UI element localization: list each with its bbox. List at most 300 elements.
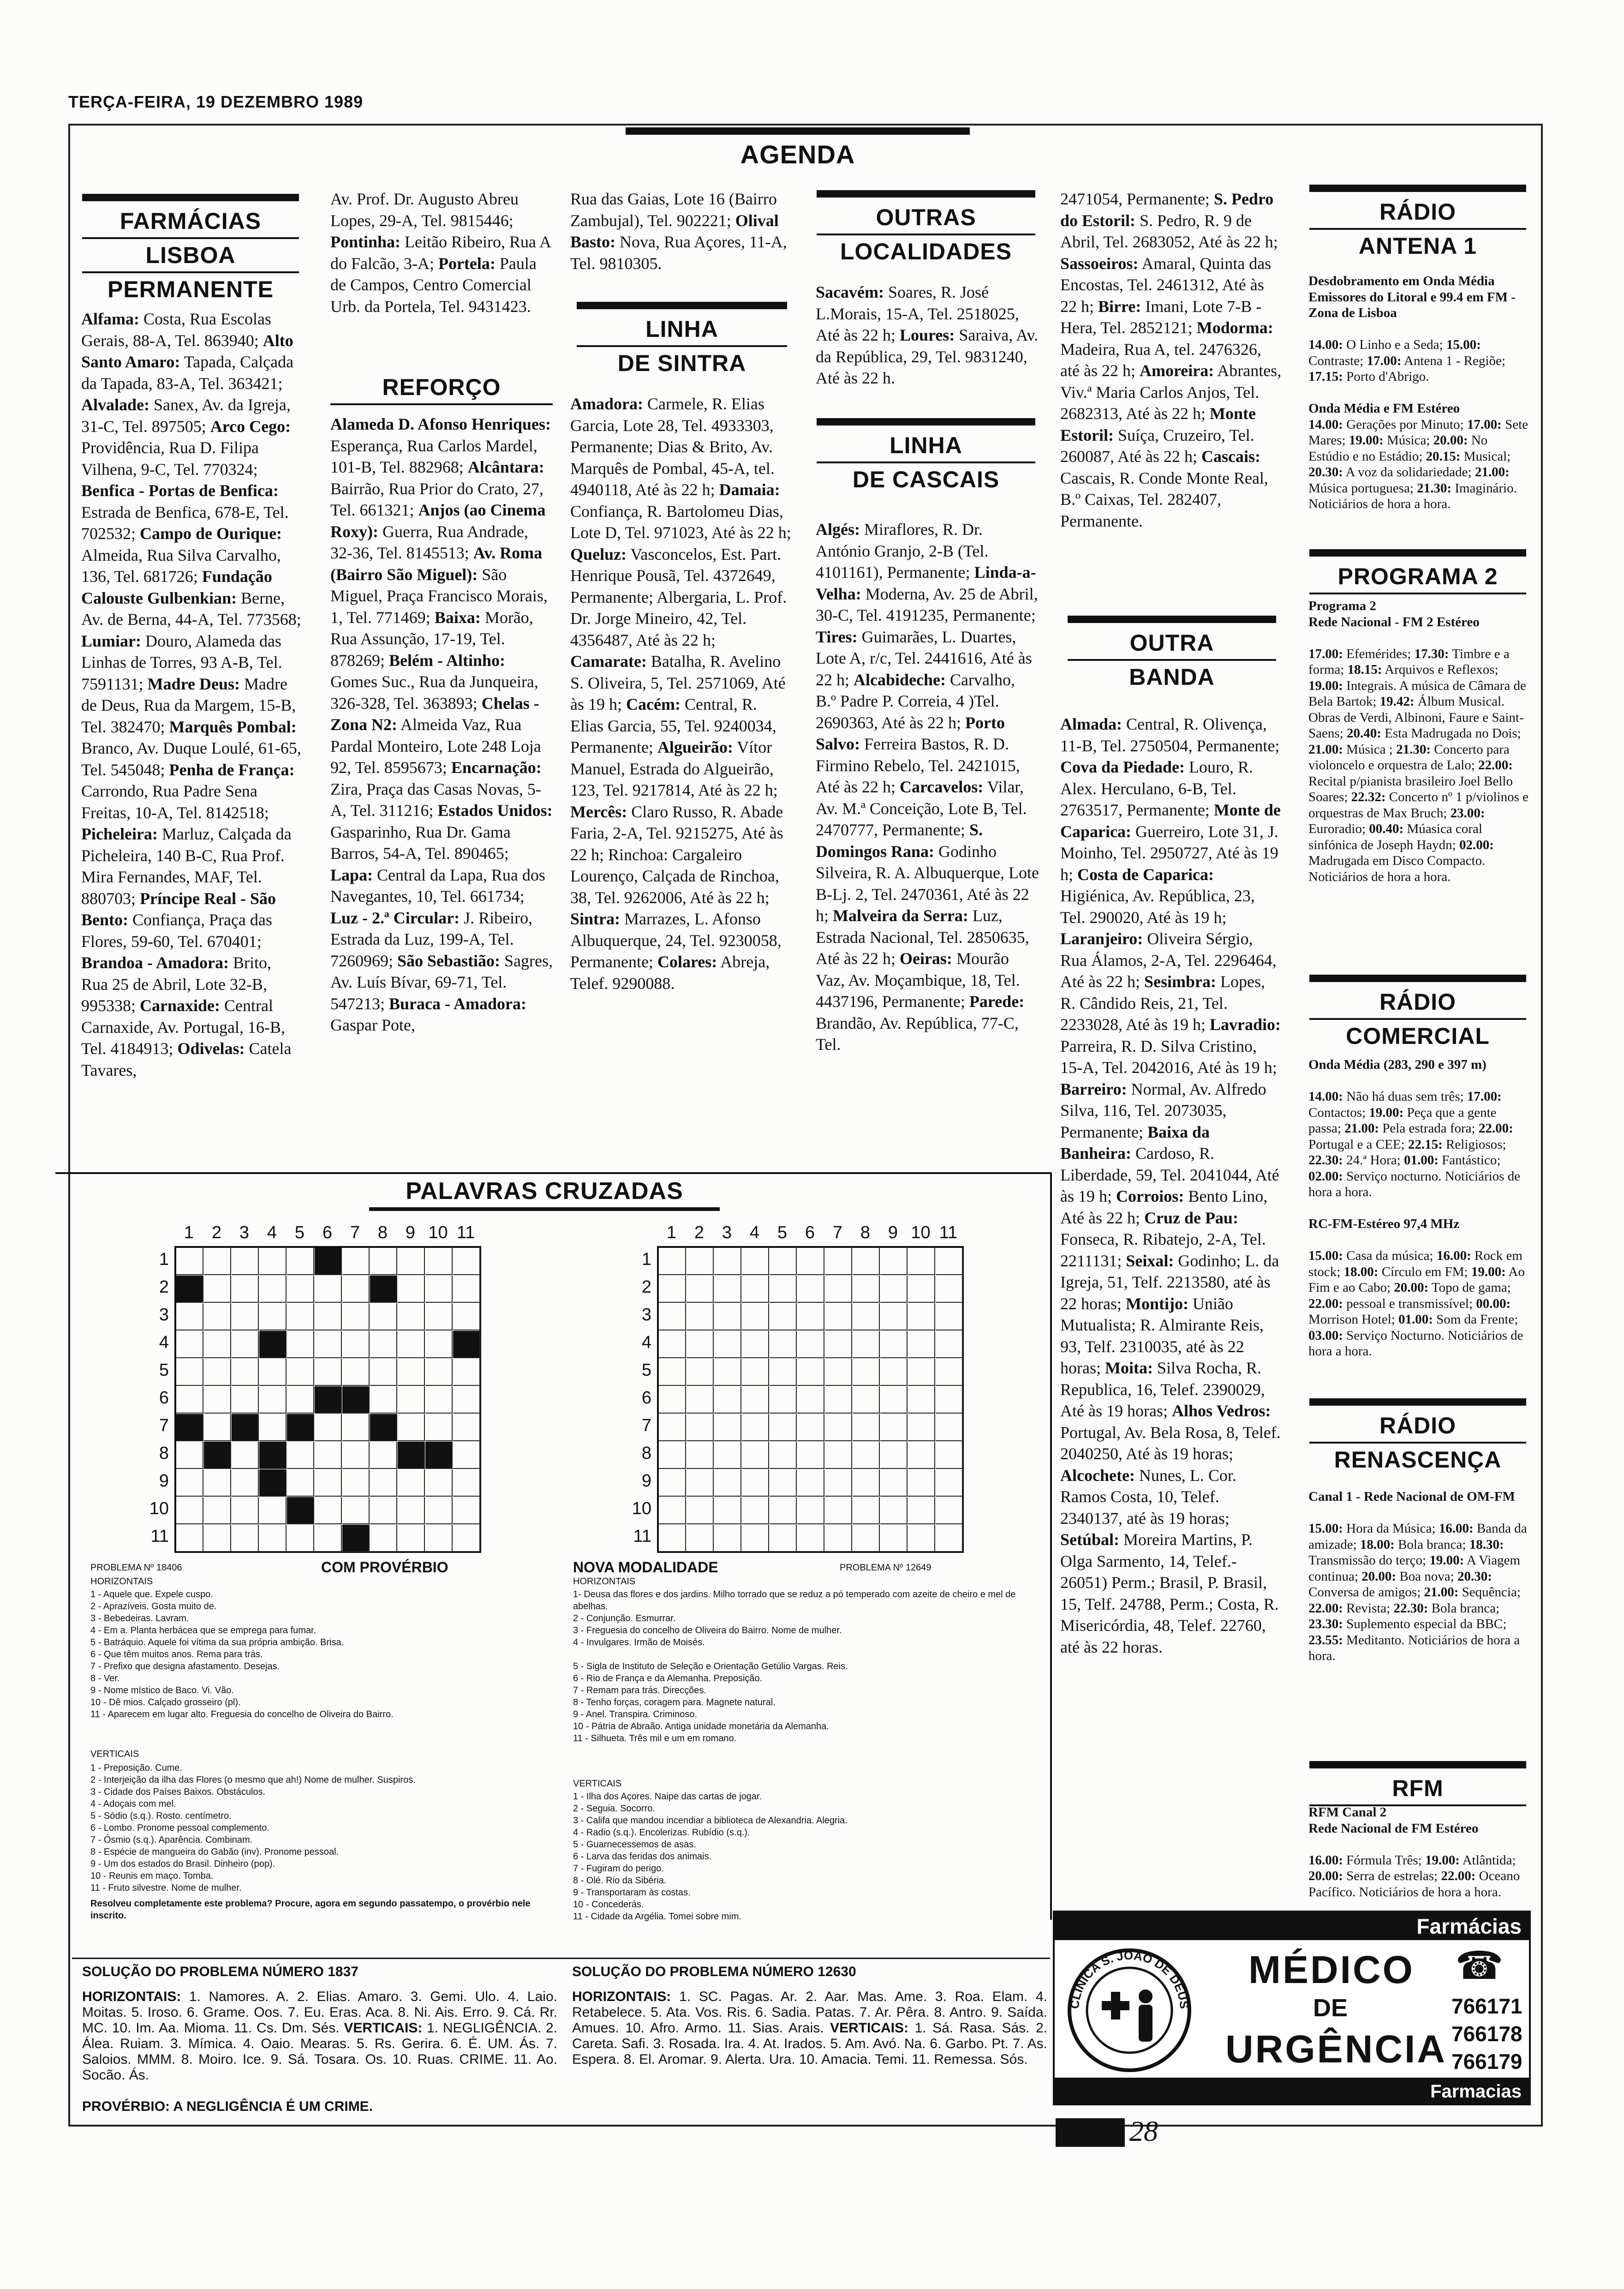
agenda-title: AGENDA xyxy=(740,140,855,169)
proverb-answer: PROVÉRBIO: A NEGLIGÊNCIA É UM CRIME. xyxy=(82,2099,373,2114)
solution1-title: SOLUÇÃO DO PROBLEMA NÚMERO 1837 xyxy=(82,1964,358,1979)
grid-cell[interactable] xyxy=(425,1276,453,1303)
row-number: 7 xyxy=(159,1416,169,1435)
problem1-horizontais-label: HORIZONTAIS xyxy=(90,1576,153,1587)
grid-cell[interactable] xyxy=(370,1525,397,1552)
grid-cell[interactable] xyxy=(659,1359,686,1386)
grid-cell[interactable] xyxy=(259,1497,287,1524)
grid-cell[interactable] xyxy=(398,1303,425,1330)
grid-cell[interactable] xyxy=(770,1276,797,1303)
grid-cell[interactable] xyxy=(742,1331,769,1358)
grid-cell[interactable] xyxy=(687,1414,714,1441)
grid-cell[interactable] xyxy=(687,1442,714,1469)
grid-cell[interactable] xyxy=(176,1525,203,1552)
grid-cell[interactable] xyxy=(398,1359,425,1386)
grid-cell[interactable] xyxy=(853,1525,880,1552)
outras-localidades-text: Sacavém: Soares, R. José L.Morais, 15-A, Tel. 2518025, Até às 22 h; Loures: Saraiva, Av. da República, 29, Tel. 9831240, Até às 22 h. xyxy=(816,283,1039,387)
grid-cell[interactable] xyxy=(204,1248,231,1275)
column-number: 1 xyxy=(666,1223,677,1242)
grid-cell[interactable] xyxy=(936,1331,963,1358)
grid-cell[interactable] xyxy=(342,1386,370,1414)
grid-cell[interactable] xyxy=(825,1469,852,1497)
grid-cell[interactable] xyxy=(232,1469,259,1497)
grid-cell[interactable] xyxy=(825,1525,852,1552)
grid-cell[interactable] xyxy=(398,1248,425,1275)
column-number: 3 xyxy=(239,1223,250,1242)
grid-cell[interactable] xyxy=(687,1331,714,1358)
grid-cell[interactable] xyxy=(342,1497,370,1524)
grid-cell[interactable] xyxy=(936,1276,963,1303)
grid-cell[interactable] xyxy=(287,1303,314,1330)
row-number: 9 xyxy=(641,1471,651,1491)
grid-cell[interactable] xyxy=(742,1248,769,1275)
row-number: 7 xyxy=(641,1416,651,1435)
column-number: 9 xyxy=(888,1223,898,1242)
grid-cell[interactable] xyxy=(770,1525,797,1552)
grid-cell[interactable] xyxy=(770,1497,797,1524)
grid-cell[interactable] xyxy=(259,1442,287,1469)
grid-cell[interactable] xyxy=(936,1303,963,1330)
grid-cell[interactable] xyxy=(880,1331,908,1358)
grid-cell[interactable] xyxy=(853,1414,880,1441)
grid-cell[interactable] xyxy=(287,1331,314,1358)
solution1-text: HORIZONTAIS: 1. Namores. A. 2. Elias. Amaro. 3. Gemi. Ulo. 4. Laio. Moitas. 5. Iroso. 6. Grame. Oos. 7. Eu. Eras. Aca. 8. Ni. Ais. Erro. 9. Cá. Rr. MC. 10. Im. Aa. Mioma. 11. Cs. Dm. Sés. VERTICAIS: 1. NEGLIGÊNCIA. 2. Álea. Ruiam. 3. Mímica. 4. Oaio. Mearas. 5. Rs. Gerira. 6. É. UM. Ás. 7. Saloios. MMM. 8. Moiro. Ice. 9. Sá. Tosara. Os. 10. Ruas. CRIME. 11. Ao. Socão. Ás. xyxy=(82,1989,557,2083)
row-number: 5 xyxy=(641,1360,651,1380)
grid-cell[interactable] xyxy=(425,1497,453,1524)
grid-cell[interactable] xyxy=(880,1248,908,1275)
grid-cell[interactable] xyxy=(853,1248,880,1275)
row-number: 10 xyxy=(632,1499,651,1518)
grid-cell[interactable] xyxy=(342,1469,370,1497)
grid-cell[interactable] xyxy=(370,1331,397,1358)
grid-cell[interactable] xyxy=(714,1414,741,1441)
grid-cell[interactable] xyxy=(880,1442,908,1469)
grid-cell[interactable] xyxy=(287,1276,314,1303)
reforco-text: Alameda D. Afonso Henriques: Esperança, Rua Carlos Mardel, 101-B, Tel. 882968; Alcântara: Bairrão, Rua Prior do Crato, 27, Tel. 661321; Anjos (ao Cinema Roxy): Guerra, Rua Andrade, 32-36, Tel. 8145513; Av. Roma (Bairro São Miguel): São Miguel, Praça Francisco Morais, 1, Tel. 771469; Baixa: Morão, Rua Assunção, 17-19, Tel. 878269; Belém - Altinho: Gomes Suc., Rua da Junqueira, 326-328, Tel. 363893; Chelas - Zona N2: Almeida Vaz, Rua Pardal Monteiro, Lote 248 Loja 92, Tel. 8595673; Encarnação: Zira, Praça das Casas Novas, 5-A, Tel. 311216; Estados Unidos: Gasparinho, Rua Dr. Gama Barros, 54-A, Tel. 890465; Lapa: Central da Lapa, Rua dos Navegantes, 10, Tel. 661734; Luz - 2.ª Circular: J. Ribeiro, Estrada da Luz, 199-A, Tel. 7260969; São Sebastião: Sagres, Av. Luís Bívar, 69-71, Tel. 547213; Buraca - Amadora: Gaspar Pote, xyxy=(330,415,553,1034)
grid-cell[interactable] xyxy=(742,1303,769,1330)
grid-cell[interactable] xyxy=(176,1276,203,1303)
grid-cell[interactable] xyxy=(176,1331,203,1358)
grid-cell[interactable] xyxy=(714,1442,741,1469)
grid-cell[interactable] xyxy=(315,1414,342,1441)
grid-cell[interactable] xyxy=(425,1386,453,1414)
grid-cell[interactable] xyxy=(880,1276,908,1303)
grid-cell[interactable] xyxy=(398,1497,425,1524)
grid-cell[interactable] xyxy=(287,1414,314,1441)
grid-cell[interactable] xyxy=(825,1248,852,1275)
grid-cell[interactable] xyxy=(797,1331,824,1358)
svg-text:CLÍNICA S. JOÃO DE DEUS: CLÍNICA S. JOÃO DE DEUS xyxy=(1067,1948,1192,2010)
clinic-seal-icon xyxy=(1065,1946,1194,2075)
grid-cell[interactable] xyxy=(204,1359,231,1386)
grid-cell[interactable] xyxy=(370,1414,397,1441)
grid-cell[interactable] xyxy=(425,1248,453,1275)
grid-cell[interactable] xyxy=(770,1414,797,1441)
grid-cell[interactable] xyxy=(315,1469,342,1497)
grid-cell[interactable] xyxy=(204,1276,231,1303)
ad-phone-2: 766178 xyxy=(1451,2022,1522,2046)
grid-cell[interactable] xyxy=(287,1469,314,1497)
grid-cell[interactable] xyxy=(825,1359,852,1386)
grid-cell[interactable] xyxy=(908,1469,935,1497)
grid-cell[interactable] xyxy=(797,1497,824,1524)
grid-cell[interactable] xyxy=(232,1248,259,1275)
grid-cell[interactable] xyxy=(797,1248,824,1275)
grid-cell[interactable] xyxy=(825,1386,852,1414)
grid-cell[interactable] xyxy=(659,1331,686,1358)
grid-cell[interactable] xyxy=(659,1276,686,1303)
grid-cell[interactable] xyxy=(453,1303,480,1330)
grid-cell[interactable] xyxy=(908,1386,935,1414)
grid-cell[interactable] xyxy=(315,1497,342,1524)
grid-cell[interactable] xyxy=(176,1359,203,1386)
page-date: TERÇA-FEIRA, 19 DEZEMBRO 1989 xyxy=(68,92,364,111)
grid-cell[interactable] xyxy=(770,1359,797,1386)
grid-cell[interactable] xyxy=(770,1248,797,1275)
grid-cell[interactable] xyxy=(287,1359,314,1386)
grid-cell[interactable] xyxy=(714,1303,741,1330)
outra-banda-text: Almada: Central, R. Olivença, 11-B, Tel. 2750504, Permanente; Cova da Piedade: Louro, R. Alex. Herculano, 6-B, Tel. 2763517, Permanente; Monte de Caparica: Guerreiro, Lote 31, J. Moinho, Tel. 2950727, Até às 19 h; Costa de Caparica: Higiénica, Av. República, 23, Tel. 290020, Até às 19 h; Laranjeiro: Oliveira Sérgio, Rua Álamos, 2-A, Tel. 2296464, Até às 22 h; Sesimbra: Lopes, R. Cândido Reis, 21, Tel. 2233028, Até às 19 h; Lavradio: Parreira, R. D. Silva Cristino, 15-A, Tel. 2042016, Até às 19 h; Barreiro: Normal, Av. Alfredo Silva, 116, Tel. 2073035, Permanente; Baixa da Banheira: Cardoso, R. Liberdade, 59, Tel. 2041044, Até às 19 h; Corroios: Bento Lino, Até às 22 h; Cruz de Pau: Fonseca, R. Ribatejo, 2-A, Tel. 2211131; Seixal: Godinho; L. da Igreja, 51, Telf. 2213580, até às 22 horas; Montijo: União Mutualista; R. Almirante Reis, 93, Telf. 2310035, até às 22 horas; Moita: Silva Rocha, R. Republica, 16, Telef. 2390029, Até às 19 horas; Alhos Vedros: Portugal, Av. Bela Rosa, 8, Telef. 2040250, Até às 19 horas; Alcochete: Nunes, L. Cor. Ramos Costa, 10, Telef. 2340137, até às 19 horas; Setúbal: Moreira Martins, P. Olga Sarmento, 14, Telef.- 26051) Perm.; Brasil, P. Brasil, 15, Telf. 24788, Perm.; Costa, R. Misericórdia, 48, Telef. 22760, até às 22 horas. xyxy=(1060,715,1281,1656)
grid-cell[interactable] xyxy=(453,1525,480,1552)
grid-cell[interactable] xyxy=(204,1303,231,1330)
grid-cell[interactable] xyxy=(398,1442,425,1469)
grid-cell[interactable] xyxy=(398,1469,425,1497)
grid-cell[interactable] xyxy=(315,1525,342,1552)
grid-cell[interactable] xyxy=(287,1525,314,1552)
grid-cell[interactable] xyxy=(908,1331,935,1358)
grid-cell[interactable] xyxy=(908,1276,935,1303)
grid-cell[interactable] xyxy=(742,1525,769,1552)
grid-cell[interactable] xyxy=(770,1303,797,1330)
grid-cell[interactable] xyxy=(908,1414,935,1441)
grid-cell[interactable] xyxy=(259,1359,287,1386)
grid-cell[interactable] xyxy=(176,1303,203,1330)
grid-cell[interactable] xyxy=(659,1525,686,1552)
grid-cell[interactable] xyxy=(453,1442,480,1469)
grid-cell[interactable] xyxy=(315,1386,342,1414)
column-number: 4 xyxy=(267,1223,277,1242)
grid-cell[interactable] xyxy=(204,1497,231,1524)
grid-cell[interactable] xyxy=(908,1497,935,1524)
crossword-right-rule xyxy=(1050,1172,1052,1920)
programa2-header: PROGRAMA 2 xyxy=(1309,549,1526,594)
grid-cell[interactable] xyxy=(742,1442,769,1469)
grid-cell[interactable] xyxy=(453,1414,480,1441)
grid-cell[interactable] xyxy=(714,1386,741,1414)
problem2-verticais-label: VERTICAIS xyxy=(573,1779,622,1789)
grid-cell[interactable] xyxy=(259,1248,287,1275)
grid-cell[interactable] xyxy=(398,1414,425,1441)
grid-cell[interactable] xyxy=(287,1442,314,1469)
grid-cell[interactable] xyxy=(825,1331,852,1358)
grid-cell[interactable] xyxy=(659,1386,686,1414)
grid-cell[interactable] xyxy=(259,1303,287,1330)
ad-bottom-bar: Farmacias xyxy=(1055,2078,1529,2105)
grid-cell[interactable] xyxy=(687,1359,714,1386)
grid-cell[interactable] xyxy=(232,1414,259,1441)
grid-cell[interactable] xyxy=(232,1497,259,1524)
grid-cell[interactable] xyxy=(880,1386,908,1414)
grid-cell[interactable] xyxy=(398,1331,425,1358)
renascenca-schedule: Canal 1 - Rede Nacional de OM-FM 15.00: Hora da Música; 16.00: Banda da amizade; 18.00: Bola branca; 18.30: Transmissão do terço; 19.00: A Viagem continua; 20.00: Boa nova; 20.30: Conversa de amigos; 21.00: Sequência; 22.00: Revista; 22.30: Bola branca; 23.30: Suplemento especial da BBC; 23.55: Meditanto. Noticiários de hora a hora. xyxy=(1308,1489,1527,1663)
grid-cell[interactable] xyxy=(315,1248,342,1275)
grid-cell[interactable] xyxy=(936,1497,963,1524)
grid-cell[interactable] xyxy=(908,1303,935,1330)
grid-cell[interactable] xyxy=(232,1331,259,1358)
programa2-schedule: Programa 2 Rede Nacional - FM 2 Estéreo 17.00: Efemérides; 17.30: Timbre e a forma; 18.15: Arquivos e Reflexos; 19.00: Integrais. A música de Câmara de Bela Bartok; 19.42: Álbum Musical. Obras de Verdi, Albinoni, Faure e Saint-Saens; 20.40: Esta Madrugada no Dois; 21.00: Música ; 21.30: Concerto para violoncelo e orquestra de Lalo; 22.00: Recital p/pianista brasileiro Joel Bello Soares; 22.32: Concerto nº 1 p/violinos e orquestras de Max Bruch; 23.00: Euroradio; 00.40: Múasica coral sinfónica de Joseph Haydn; 02.00: Madrugada em Disco Compacto. Noticiários de hora a hora. xyxy=(1308,599,1528,884)
grid-cell[interactable] xyxy=(853,1359,880,1386)
grid-cell[interactable] xyxy=(714,1469,741,1497)
grid-cell[interactable] xyxy=(908,1248,935,1275)
grid-cell[interactable] xyxy=(232,1442,259,1469)
grid-cell[interactable] xyxy=(232,1276,259,1303)
grid-cell[interactable] xyxy=(425,1442,453,1469)
row-number: 2 xyxy=(159,1277,169,1297)
grid-cell[interactable] xyxy=(342,1442,370,1469)
grid-cell[interactable] xyxy=(453,1359,480,1386)
grid-cell[interactable] xyxy=(714,1248,741,1275)
crossword-top-rule xyxy=(55,1172,1052,1174)
grid-cell[interactable] xyxy=(204,1442,231,1469)
grid-cell[interactable] xyxy=(659,1442,686,1469)
column-number: 2 xyxy=(211,1223,222,1242)
grid-cell[interactable] xyxy=(176,1414,203,1441)
grid-cell[interactable] xyxy=(287,1386,314,1414)
grid-cell[interactable] xyxy=(659,1248,686,1275)
grid-cell[interactable] xyxy=(687,1469,714,1497)
grid-cell[interactable] xyxy=(453,1469,480,1497)
grid-cell[interactable] xyxy=(825,1276,852,1303)
grid-cell[interactable] xyxy=(770,1442,797,1469)
grid-cell[interactable] xyxy=(936,1525,963,1552)
row-number: 11 xyxy=(150,1527,169,1546)
grid-cell[interactable] xyxy=(659,1414,686,1441)
grid-cell[interactable] xyxy=(425,1469,453,1497)
grid-cell[interactable] xyxy=(936,1469,963,1497)
grid-cell[interactable] xyxy=(453,1386,480,1414)
row-number: 1 xyxy=(641,1250,651,1269)
grid-cell[interactable] xyxy=(425,1525,453,1552)
grid-cell[interactable] xyxy=(714,1497,741,1524)
grid-cell[interactable] xyxy=(342,1276,370,1303)
row-number: 3 xyxy=(641,1305,651,1324)
problem2-horizontais-label: HORIZONTAIS xyxy=(573,1576,636,1587)
grid-cell[interactable] xyxy=(204,1414,231,1441)
grid-cell[interactable] xyxy=(259,1331,287,1358)
grid-cell[interactable] xyxy=(259,1386,287,1414)
grid-cell[interactable] xyxy=(714,1276,741,1303)
grid-cell[interactable] xyxy=(425,1303,453,1330)
grid-cell[interactable] xyxy=(453,1497,480,1524)
grid-cell[interactable] xyxy=(232,1359,259,1386)
grid-cell[interactable] xyxy=(176,1248,203,1275)
grid-cell[interactable] xyxy=(687,1497,714,1524)
grid-cell[interactable] xyxy=(315,1276,342,1303)
grid-cell[interactable] xyxy=(742,1386,769,1414)
grid-cell[interactable] xyxy=(342,1248,370,1275)
grid-cell[interactable] xyxy=(398,1386,425,1414)
grid-cell[interactable] xyxy=(880,1497,908,1524)
grid-cell[interactable] xyxy=(687,1276,714,1303)
grid-cell[interactable] xyxy=(232,1525,259,1552)
problem1-number: PROBLEMA Nº 18406 xyxy=(90,1563,182,1573)
ad-phone-1: 766171 xyxy=(1451,1994,1522,2018)
grid-cell[interactable] xyxy=(315,1359,342,1386)
grid-cell[interactable] xyxy=(370,1303,397,1330)
row-number: 6 xyxy=(159,1388,169,1408)
grid-cell[interactable] xyxy=(880,1469,908,1497)
grid-cell[interactable] xyxy=(797,1359,824,1386)
grid-cell[interactable] xyxy=(853,1386,880,1414)
grid-cell[interactable] xyxy=(232,1386,259,1414)
grid-cell[interactable] xyxy=(825,1414,852,1441)
grid-cell[interactable] xyxy=(453,1331,480,1358)
column-number: 8 xyxy=(377,1223,388,1242)
grid-cell[interactable] xyxy=(714,1331,741,1358)
grid-cell[interactable] xyxy=(687,1525,714,1552)
grid-cell[interactable] xyxy=(797,1386,824,1414)
grid-cell[interactable] xyxy=(370,1248,397,1275)
grid-cell[interactable] xyxy=(176,1442,203,1469)
grid-cell[interactable] xyxy=(714,1359,741,1386)
grid-cell[interactable] xyxy=(453,1248,480,1275)
grid-cell[interactable] xyxy=(659,1469,686,1497)
grid-cell[interactable] xyxy=(742,1497,769,1524)
grid-cell[interactable] xyxy=(315,1303,342,1330)
grid-cell[interactable] xyxy=(770,1469,797,1497)
grid-cell[interactable] xyxy=(908,1359,935,1386)
grid-cell[interactable] xyxy=(370,1386,397,1414)
grid-cell[interactable] xyxy=(287,1497,314,1524)
outra-banda-header: OUTRA BANDA xyxy=(1068,616,1276,693)
grid-cell[interactable] xyxy=(714,1525,741,1552)
grid-cell[interactable] xyxy=(204,1525,231,1552)
row-number: 8 xyxy=(641,1444,651,1463)
grid-cell[interactable] xyxy=(853,1469,880,1497)
grid-cell[interactable] xyxy=(342,1303,370,1330)
grid-cell[interactable] xyxy=(659,1497,686,1524)
grid-cell[interactable] xyxy=(880,1414,908,1441)
solution2-text: HORIZONTAIS: 1. SC. Pagas. Ar. 2. Aar. Mas. Ame. 3. Roa. Elam. 4. Retabelece. 5. Ata. Vos. Ris. 6. Sadia. Patas. 7. Ar. Pêra. 8. Antro. 9. Saída. Amues. 10. Afro. Armo. 11. Sias. Arais. VERTICAIS: 1. Sá. Rasa. Sás. 2. Careta. Safi. 3. Rosada. Ira. 4. At. Irados. 5. Am. Avó. Na. 6. Garbo. Pt. 7. As. Espera. 8. El. Aromar. 9. Alerta. Ura. 10. Amacia. Temi. 11. Remessa. Sós. xyxy=(572,1989,1047,2067)
grid-cell[interactable] xyxy=(797,1414,824,1441)
solutions-top-rule xyxy=(72,1958,1050,1959)
grid-cell[interactable] xyxy=(370,1276,397,1303)
grid-cell[interactable] xyxy=(742,1276,769,1303)
grid-cell[interactable] xyxy=(853,1497,880,1524)
linha-cascais-header: LINHA DE CASCAIS xyxy=(817,418,1035,496)
grid-cell[interactable] xyxy=(287,1248,314,1275)
farmacias-col2-text: Av. Prof. Dr. Augusto Abreu Lopes, 29-A, Tel. 9815446; Pontinha: Leitão Ribeiro, Rua A do Falcão, 3-A; Portela: Paula de Campos, Centro Comercial Urb. da Portela, Tel. 9431423. xyxy=(330,190,550,316)
grid-cell[interactable] xyxy=(398,1276,425,1303)
grid-cell[interactable] xyxy=(259,1276,287,1303)
grid-cell[interactable] xyxy=(936,1442,963,1469)
problem2-number: PROBLEMA Nº 12649 xyxy=(840,1563,931,1573)
grid-cell[interactable] xyxy=(797,1525,824,1552)
problem2-verticais: 1 - Ilha dos Açores. Naipe das cartas de jogar. 2 - Seguia. Socorro. 3 - Califa que mandou incendiar a biblioteca de Alexandria. Alegria. 4 - Radio (s.q.). Encolerizas. Rubídio (s.q.). 5 - Guarnecessemos de asas. 6 - Larva das feridas dos animais. 7 - Fugiram do perigo. 8 - Olé. Rio da Sibéria. 9 - Transportaram às costas. 10 - Concederás. 11 - Cidade da Argélia. Tomei sobre mim. xyxy=(573,1792,848,1922)
grid-cell[interactable] xyxy=(259,1414,287,1441)
row-number: 10 xyxy=(149,1499,169,1518)
grid-cell[interactable] xyxy=(936,1359,963,1386)
grid-cell[interactable] xyxy=(825,1442,852,1469)
grid-cell[interactable] xyxy=(687,1386,714,1414)
grid-cell[interactable] xyxy=(936,1248,963,1275)
grid-cell[interactable] xyxy=(315,1442,342,1469)
ad-phone-3: 766179 xyxy=(1451,2049,1522,2073)
grid-cell[interactable] xyxy=(232,1303,259,1330)
grid-cell[interactable] xyxy=(770,1331,797,1358)
grid-cell[interactable] xyxy=(425,1359,453,1386)
grid-cell[interactable] xyxy=(398,1525,425,1552)
grid-cell[interactable] xyxy=(659,1303,686,1330)
column-number: 6 xyxy=(322,1223,333,1242)
grid-cell[interactable] xyxy=(176,1386,203,1414)
grid-cell[interactable] xyxy=(425,1331,453,1358)
ad-medico: MÉDICO xyxy=(1248,1948,1415,1991)
grid-cell[interactable] xyxy=(342,1359,370,1386)
grid-cell[interactable] xyxy=(880,1359,908,1386)
grid-cell[interactable] xyxy=(204,1386,231,1414)
grid-cell[interactable] xyxy=(853,1442,880,1469)
farmacias-header: FARMÁCIAS LISBOA PERMANENTE xyxy=(82,194,299,306)
grid-cell[interactable] xyxy=(908,1442,935,1469)
grid-cell[interactable] xyxy=(342,1331,370,1358)
grid-cell[interactable] xyxy=(742,1359,769,1386)
grid-cell[interactable] xyxy=(825,1497,852,1524)
grid-cell[interactable] xyxy=(687,1248,714,1275)
grid-cell[interactable] xyxy=(770,1386,797,1414)
grid-cell[interactable] xyxy=(204,1331,231,1358)
grid-cell[interactable] xyxy=(425,1414,453,1441)
grid-cell[interactable] xyxy=(176,1497,203,1524)
page-number: 28 xyxy=(1129,2116,1158,2147)
column-number: 11 xyxy=(939,1223,958,1242)
rfm-schedule: RFM Canal 2 Rede Nacional de FM Estéreo 16.00: Fórmula Três; 19.00: Atlântida; 20.00: Serra de estrelas; 22.00: Oceano Pacífico. Noticiários de hora a hora. xyxy=(1308,1805,1520,1900)
grid-cell[interactable] xyxy=(259,1469,287,1497)
grid-cell[interactable] xyxy=(687,1303,714,1330)
grid-cell[interactable] xyxy=(742,1414,769,1441)
grid-cell[interactable] xyxy=(342,1525,370,1552)
grid-cell[interactable] xyxy=(853,1331,880,1358)
grid-cell[interactable] xyxy=(370,1442,397,1469)
grid-cell[interactable] xyxy=(880,1303,908,1330)
grid-cell[interactable] xyxy=(370,1497,397,1524)
grid-cell[interactable] xyxy=(315,1331,342,1358)
grid-cell[interactable] xyxy=(797,1303,824,1330)
problem1-note: Resolveu completamente este problema? Procure, agora em segundo passatempo, o provérbio nele inscrito. xyxy=(90,1899,531,1921)
grid-cell[interactable] xyxy=(797,1469,824,1497)
grid-cell[interactable] xyxy=(342,1414,370,1441)
row-number: 4 xyxy=(159,1333,169,1352)
grid-cell[interactable] xyxy=(825,1303,852,1330)
grid-cell[interactable] xyxy=(908,1525,935,1552)
row-number: 5 xyxy=(159,1360,169,1380)
grid-cell[interactable] xyxy=(936,1414,963,1441)
grid-cell[interactable] xyxy=(880,1525,908,1552)
grid-cell[interactable] xyxy=(204,1469,231,1497)
grid-cell[interactable] xyxy=(259,1525,287,1552)
grid-cell[interactable] xyxy=(936,1386,963,1414)
grid-cell[interactable] xyxy=(797,1442,824,1469)
grid-cell[interactable] xyxy=(370,1469,397,1497)
grid-cell[interactable] xyxy=(853,1276,880,1303)
grid-cell[interactable] xyxy=(853,1303,880,1330)
medico-urgencia-ad xyxy=(1053,1911,1531,2105)
grid-cell[interactable] xyxy=(370,1359,397,1386)
grid-cell[interactable] xyxy=(453,1276,480,1303)
grid-cell[interactable] xyxy=(797,1276,824,1303)
grid-cell[interactable] xyxy=(742,1469,769,1497)
grid-cell[interactable] xyxy=(176,1469,203,1497)
